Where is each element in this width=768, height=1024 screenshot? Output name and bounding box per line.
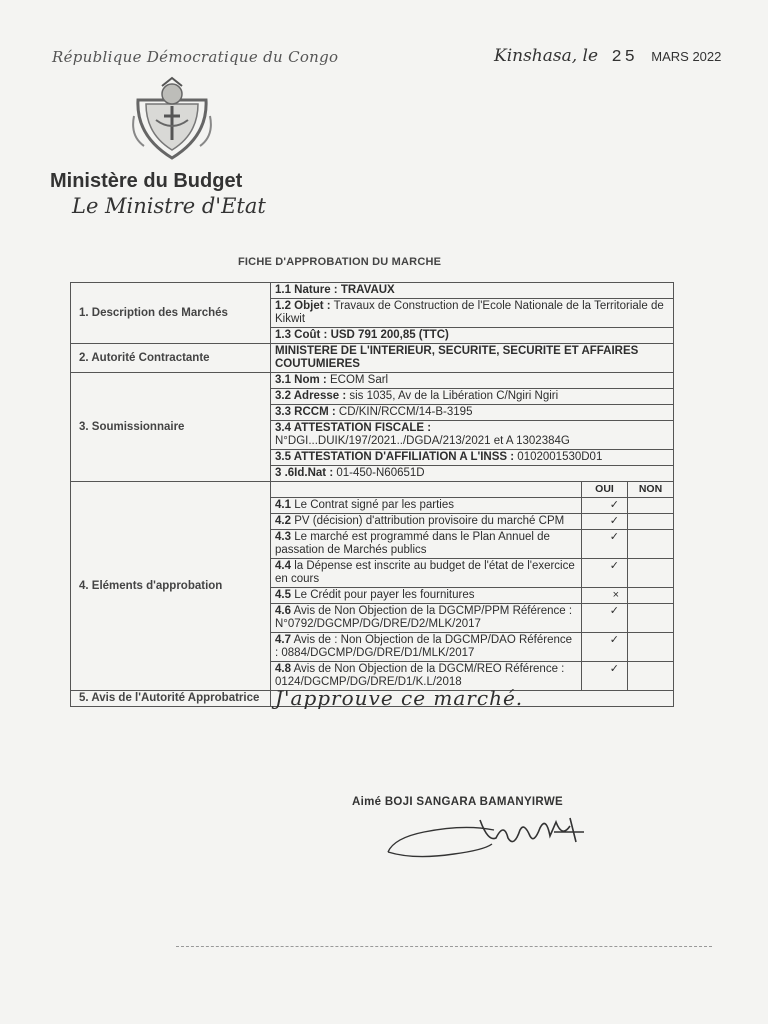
- table-row: [71, 283, 674, 299]
- adresse-key: 3.2 Adresse :: [275, 390, 347, 402]
- inss-value: 0102001530D01: [517, 451, 603, 463]
- fiscale-cell: [271, 421, 674, 450]
- checklist-header-blank: [271, 482, 582, 498]
- place-prefix: Kinshasa, le: [494, 46, 599, 66]
- document-title: FICHE D'APPROBATION DU MARCHE: [238, 256, 442, 268]
- oui-column-header: OUI: [582, 482, 628, 498]
- non-mark: [628, 633, 674, 662]
- oui-mark: ✓: [609, 560, 619, 572]
- minister-title: Le Ministre d'Etat: [72, 194, 266, 218]
- oui-mark: ✓: [609, 499, 619, 511]
- item-text: PV (décision) d'attribution provisoire du marché CPM: [294, 515, 565, 527]
- inss-cell: [271, 450, 674, 466]
- nature-value: TRAVAUX: [340, 284, 395, 296]
- non-mark: [628, 514, 674, 530]
- contracting-authority-value: MINISTERE DE L'INTERIEUR, SECURITE, SECURITE ET AFFAIRES COUTUMIERES: [271, 344, 674, 373]
- rccm-key: 3.3 RCCM :: [275, 406, 336, 418]
- rccm-cell: [271, 405, 674, 421]
- objet-key: 1.2 Objet :: [275, 300, 331, 312]
- cout-cell: 1.3 Coût : USD 791 200,85 (TTC): [271, 328, 674, 344]
- item-text: Le marché est programmé dans le Plan Annuel de passation de Marchés publics: [275, 531, 550, 556]
- non-mark: [628, 559, 674, 588]
- oui-mark: ×: [612, 589, 619, 601]
- adresse-value: sis 1035, Av de la Libération C/Ngiri Ngiri: [349, 390, 559, 402]
- adresse-cell: [271, 389, 674, 405]
- idnat-cell: [271, 466, 674, 482]
- fiscale-value: N°DGI...DUIK/197/2021../DGDA/213/2021 et A 1302384G: [275, 435, 570, 447]
- date-line: [494, 46, 721, 67]
- item-text: la Dépense est inscrite au budget de l'état de l'exercice en cours: [275, 560, 575, 585]
- nature-key: 1.1 Nature :: [275, 284, 338, 296]
- item-number: 4.3: [275, 531, 291, 543]
- objet-cell: [271, 299, 674, 328]
- fiscale-key: 3.4 ATTESTATION FISCALE :: [275, 422, 432, 434]
- inss-key: 3.5 ATTESTATION D'AFFILIATION A L'INSS :: [275, 451, 515, 463]
- rccm-value: CD/KIN/RCCM/14-B-3195: [338, 406, 473, 418]
- republic-heading: République Démocratique du Congo: [52, 48, 339, 66]
- non-column-header: NON: [628, 482, 674, 498]
- item-text: Le Crédit pour payer les fournitures: [294, 589, 475, 601]
- item-text: Avis de Non Objection de la DGCM/REO Référence : 0124/DGCMP/DG/DRE/D1/K.L/2018: [275, 663, 565, 688]
- table-row: [71, 344, 674, 373]
- item-number: 4.1: [275, 499, 291, 511]
- item-number: 4.4: [275, 560, 291, 572]
- item-text: Le Contrat signé par les parties: [294, 499, 455, 511]
- table-row: [71, 373, 674, 389]
- signer-name: Aimé BOJI SANGARA BAMANYIRWE: [352, 796, 563, 808]
- handwritten-approval: J'approuve ce marché.: [271, 691, 674, 707]
- oui-mark: ✓: [609, 515, 619, 527]
- item-number: 4.5: [275, 589, 291, 601]
- oui-mark: ✓: [609, 605, 619, 617]
- ministry-name: Ministère du Budget: [50, 170, 243, 192]
- handwritten-signature: [384, 808, 604, 864]
- item-number: 4.2: [275, 515, 291, 527]
- section-4-label: 4. Eléments d'approbation: [71, 482, 271, 691]
- idnat-key: 3 .6Id.Nat :: [275, 467, 334, 479]
- oui-mark: ✓: [609, 531, 619, 543]
- table-row: [71, 482, 674, 498]
- approval-form-table: [70, 282, 674, 710]
- nom-key: 3.1 Nom :: [275, 374, 327, 386]
- section-3-label: 3. Soumissionnaire: [71, 373, 271, 482]
- table-row: [71, 691, 674, 707]
- item-number: 4.7: [275, 634, 291, 646]
- item-text: Avis de Non Objection de la DGCMP/PPM Référence : N°0792/DGCMP/DG/DRE/D2/MLK/2017: [275, 605, 573, 630]
- item-text: Avis de : Non Objection de la DGCMP/DAO Référence : 0884/DGCMP/DG/DRE/D1/MLK/2017: [275, 634, 573, 659]
- non-mark: [628, 604, 674, 633]
- non-mark: [628, 588, 674, 604]
- coat-of-arms-emblem: [130, 76, 214, 162]
- idnat-value: 01-450-N60651D: [336, 467, 425, 479]
- objet-value: Travaux de Construction de l'Ecole Nationale de la Territoriale de Kikwit: [275, 300, 664, 325]
- footer-divider: [176, 946, 712, 947]
- nature-cell: [271, 283, 674, 299]
- item-number: 4.6: [275, 605, 291, 617]
- non-mark: [628, 662, 674, 691]
- item-number: 4.8: [275, 663, 291, 675]
- non-mark: [628, 530, 674, 559]
- nom-value: ECOM Sarl: [329, 374, 389, 386]
- section-2-label: 2. Autorité Contractante: [71, 344, 271, 373]
- section-1-label: 1. Description des Marchés: [71, 283, 271, 344]
- oui-mark: ✓: [609, 634, 619, 646]
- non-mark: [628, 498, 674, 514]
- nom-cell: [271, 373, 674, 389]
- date-month-year: MARS 2022: [651, 49, 722, 64]
- oui-mark: ✓: [609, 663, 619, 675]
- date-day: 25: [611, 48, 638, 67]
- section-5-label: 5. Avis de l'Autorité Approbatrice: [71, 691, 271, 707]
